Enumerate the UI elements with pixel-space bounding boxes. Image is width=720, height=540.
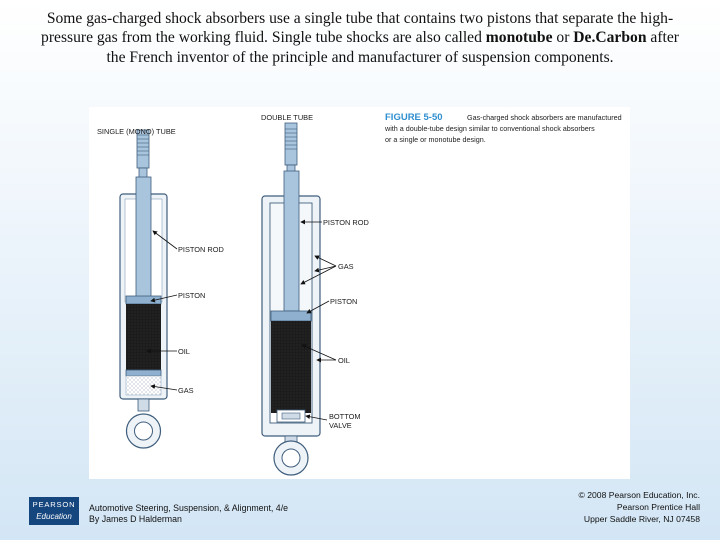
logo-line-2: Education xyxy=(36,512,72,521)
single-tube-shock xyxy=(97,127,224,448)
footer-book-info xyxy=(89,503,389,525)
footer-copyright-line-2: Pearson Prentice Hall xyxy=(616,502,700,513)
label-double-gas: GAS xyxy=(338,262,354,271)
label-single-piston-rod: PISTON ROD xyxy=(178,245,224,254)
footer-copyright-line-3: Upper Saddle River, NJ 07458 xyxy=(583,514,700,525)
footer-copyright xyxy=(440,489,700,526)
figure-title: FIGURE 5-50 xyxy=(385,112,443,123)
caption-text-1: Some gas-charged shock absorbers use a single tube that contains two pistons that separate the high-pressure gas from the working fluid. Single tube shocks are also called xyxy=(41,10,674,47)
footer-copyright-line-1: © 2008 Pearson Education, Inc. xyxy=(578,490,700,500)
label-single-gas: GAS xyxy=(178,386,194,395)
label-bottom-valve-line-2: VALVE xyxy=(329,421,352,430)
caption-term-monotube: monotube xyxy=(485,29,553,47)
label-single-piston: PISTON xyxy=(178,291,206,300)
figure-description-line-1: Gas-charged shock absorbers are manufactured xyxy=(467,113,622,122)
slide-caption xyxy=(40,9,680,67)
caption-term-decarbon: De.Carbon xyxy=(573,29,647,47)
logo-line-1: PEARSON xyxy=(32,500,76,509)
label-single-tube: SINGLE (MONO) TUBE xyxy=(97,127,176,136)
figure-description-line-3: or a single or monotube design. xyxy=(385,135,486,144)
figure-description-line-2: with a double-tube design similar to conventional shock absorbers xyxy=(385,124,595,133)
label-double-oil: OIL xyxy=(338,356,350,365)
shock-absorber-diagram xyxy=(89,107,630,479)
pearson-logo xyxy=(29,497,79,525)
footer-book-author: By James D Halderman xyxy=(89,514,182,524)
double-tube-shock xyxy=(261,113,369,475)
shock-absorber-figure xyxy=(89,107,630,479)
label-single-oil: OIL xyxy=(178,347,190,356)
footer-book-title: Automotive Steering, Suspension, & Alignment, 4/e xyxy=(89,503,289,513)
label-double-piston-rod: PISTON ROD xyxy=(323,218,369,227)
label-double-tube: DOUBLE TUBE xyxy=(261,113,314,122)
label-double-piston: PISTON xyxy=(330,297,358,306)
label-bottom-valve-line-1: BOTTOM xyxy=(329,412,361,421)
caption-text-3: after the French inventor of the principle and manufacturer of suspension components. xyxy=(106,29,679,66)
caption-text-2: or xyxy=(552,29,574,47)
